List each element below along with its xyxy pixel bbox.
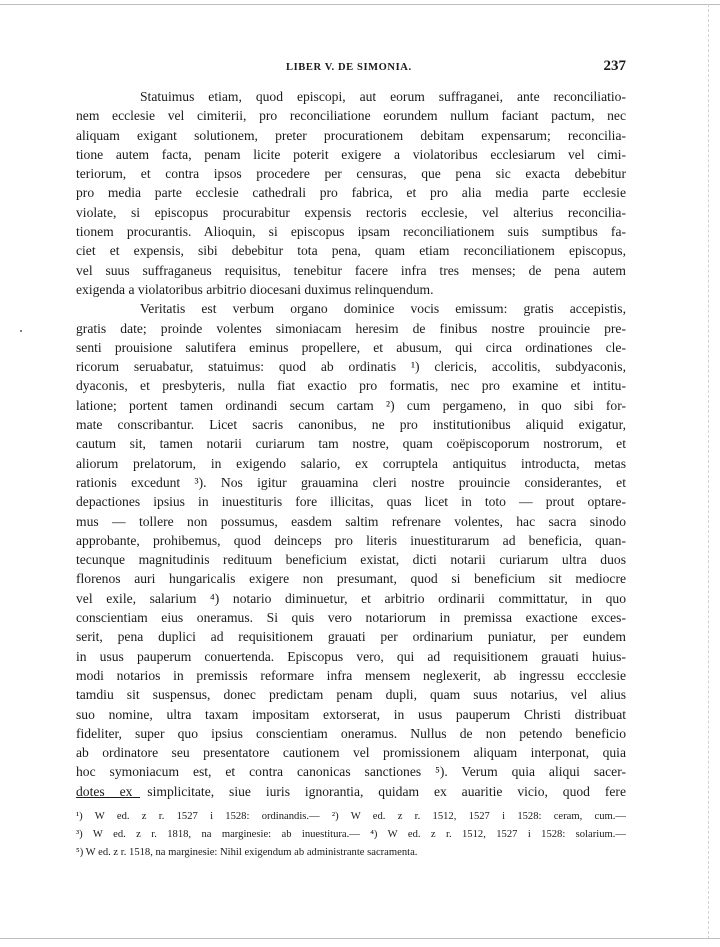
text-line: modi notarios in premissis reformare infra mensem neglexerit, ab ingressu eccclesie: [76, 667, 626, 683]
text-line: Veritatis est verbum organo dominice vocis emissum: gratis accepistis,: [140, 301, 626, 317]
footnote-line: ³) W ed. z r. 1818, na marginesie: ab inuestitura.— ⁴) W ed. z r. 1512, 1527 i 1528: solarium.—: [76, 829, 626, 840]
text-line: tionem procurantis. Alioquin, si episcopus ipsam reconciliationem suis sumptibus fa-: [76, 224, 626, 240]
text-line: exigenda a violatoribus arbitrio diocesani duximus relinquendum.: [76, 281, 434, 297]
text-line: vel suus suffraganeus requisitus, tenebitur facere infra tres menses; de pena autem: [76, 262, 626, 278]
text-line: tione autem facta, penam licite poterit exigere a violatoribus ecclesiarum vel cimi-: [76, 146, 626, 162]
text-line: aliorum prelatorum, in exigendo salario, ex corruptela antiquitus introducta, metas: [76, 455, 626, 471]
footnote-line: ¹) W ed. z r. 1527 i 1528: ordinandis.— ²) W ed. z r. 1512, 1527 i 1528: ceram, cum.—: [76, 811, 626, 822]
text-line: suo nomine, ultra taxam impositam extorserat, in usus pauperum Christi distribuat: [76, 706, 626, 722]
text-line: tamdiu sit suspensus, donec predictam penam dupli, quam suus notarius, vel alius: [76, 687, 626, 703]
text-line: dyaconis, et presbyteris, nulla fiat exactio pro formatis, nec pro examine et intitu-: [76, 378, 626, 394]
text-line: conscientiam eius oneramus. Si quis vero notariorum in premissa exactione exces-: [76, 610, 626, 626]
text-line: vel exile, salarium ⁴) notario diminuetur, et arbitrio ordinarii committatur, in quo: [76, 590, 626, 606]
text-line: rationis excedunt ³). Nos igitur grauamina cleri nostre prouincie considerantes, et: [76, 474, 626, 490]
text-line: nem ecclesie vel cimiterii, pro reconciliatione eorundem nullum faciant pactum, nec: [76, 108, 626, 124]
text-line: senti prouisione salutifera eminus propellere, et abusum, qui circa ordinationes cle-: [76, 339, 626, 355]
page-number: 237: [603, 58, 626, 74]
text-line: Statuimus etiam, quod episcopi, aut eorum suffraganei, ante reconciliatio-: [140, 89, 626, 104]
scan-speck: [20, 330, 22, 332]
running-head: LIBER V. DE SIMONIA.: [286, 62, 412, 73]
footnotes: [76, 808, 626, 862]
text-line: in usus pauperum conuertenda. Episcopus vero, qui ad requisitionem grauati huius-: [76, 648, 626, 664]
text-line: approbante, prohibemus, quod deinceps pro literis inuestiturarum ad beneficia, quan-: [76, 532, 626, 548]
footnote-separator: [76, 797, 140, 798]
text-line: violate, si episcopus procurabitur expensis rectoris ecclesie, vel alterius reconcilia-: [76, 204, 626, 220]
text-line: hoc symoniacum est, et contra canonicas sanctiones ⁵). Verum quia aliqui sacer-: [76, 764, 626, 780]
scan-page-edge-top: [0, 4, 720, 5]
footnote-line: ⁵) W ed. z r. 1518, na marginesie: Nihil exigendum ab administrante sacramenta.: [76, 847, 418, 858]
text-line: pro media parte ecclesie cathedrali pro fabrica, et pro alia media parte ecclesie: [76, 185, 626, 201]
scan-page-edge-bottom: [0, 938, 720, 939]
scan-page-edge-right: [708, 4, 709, 939]
text-line: cautum sit, tamen notarii curiarum tam nostre, quam coëpiscoporum nostrorum, et: [76, 436, 626, 452]
text-line: serit, pena duplici ad requisitionem grauati per ordinarium puniatur, per eundem: [76, 629, 626, 645]
text-line: ab ordinatore seu presentatore cautionem vel promissionem aliquam interponat, quia: [76, 745, 626, 761]
text-line: mate conscribantur. Licet sacris canonibus, ne pro institutionibus aliquid exigatur,: [76, 417, 626, 433]
text-line: tecunque magnitudinis redituum beneficium existat, dicti notarii curiarum ultra duos: [76, 552, 626, 568]
text-line: florenos auri hungaricalis exigere non presumant, quod si beneficium sit mediocre: [76, 571, 626, 587]
text-line: depactiones ipsius in inuestituris fore illicitas, quas licet in toto — prout optare-: [76, 494, 626, 510]
text-line: teriorum, et contra ipsos procedere per censuras, que pena sic exacta debebitur: [76, 166, 626, 182]
page-header: [76, 58, 626, 80]
text-line: aliquam exigant solutionem, preter procurationem debitam expensarum; reconcilia-: [76, 127, 626, 143]
main-text: [76, 87, 626, 801]
text-line: mus — tollere non possumus, easdem saltim refrenare volentes, hac sacra sinodo: [76, 513, 626, 529]
text-line: gratis date; proinde volentes simoniacam heresim de finibus nostre prouincie pre-: [76, 320, 626, 336]
text-line: latione; portent tamen ordinandi secum cartam ²) cum pergameno, in quo sibi for-: [76, 397, 626, 413]
text-line: fideliter, super quo ipsius conscientiam oneramus. Nullus de non petendo beneficio: [76, 725, 626, 741]
text-line: ricorum seruabatur, statuimus: quod ab ordinatis ¹) clericis, accolitis, subdyaconis,: [76, 359, 626, 375]
text-line: ciet et expensis, sibi debebitur tota pena, quam etiam reconciliationem episcopus,: [76, 243, 626, 259]
text-line: dotes ex simplicitate, siue iuris ignorantia, quidam ex auaritie vicio, quod fere: [76, 783, 626, 799]
